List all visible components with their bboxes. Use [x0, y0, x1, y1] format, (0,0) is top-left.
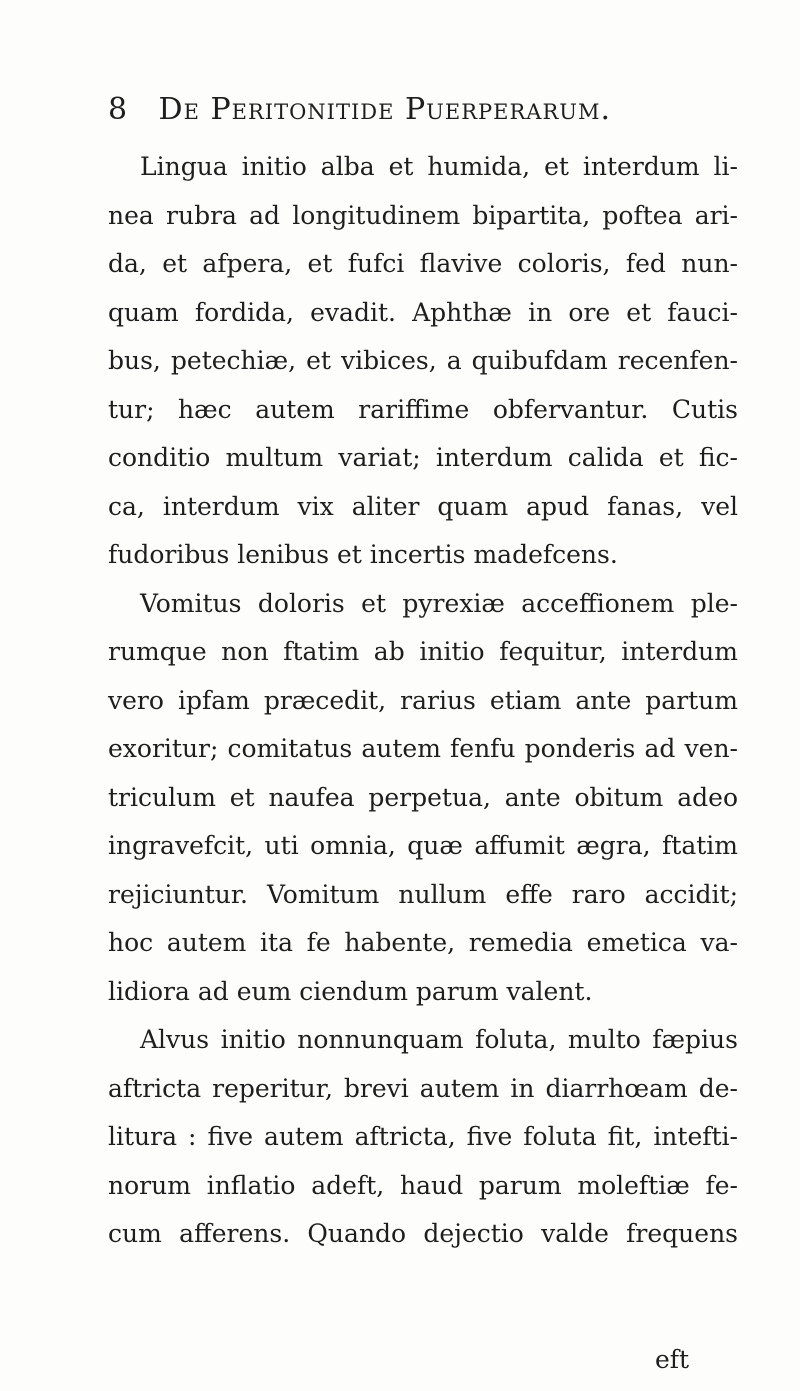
- running-header: [108, 92, 740, 142]
- text-line: rejiciuntur. Vomitum nullum effe raro accidit;: [108, 879, 738, 909]
- text-line: hoc autem ita fe habente, remedia emetica va-: [108, 928, 738, 957]
- text-line: bus, petechiæ, et vibices, a quibufdam recenfen-: [108, 346, 738, 375]
- text-line: triculum et naufea perpetua, ante obitum adeo: [108, 782, 738, 812]
- page-number: 8: [108, 92, 129, 127]
- text-line: Alvus initio nonnunquam foluta, multo fæpius: [140, 1025, 738, 1054]
- running-title: De Peritonitide Puerperarum.: [158, 92, 611, 127]
- text-line: exoritur; comitatus autem fenfu ponderis ad ven-: [108, 734, 738, 763]
- text-line: ingravefcit, uti omnia, quæ affumit ægra, ftatim: [108, 831, 738, 860]
- text-line: Lingua initio alba et humida, et interdum li-: [140, 152, 738, 181]
- text-line: litura : five autem aftricta, five foluta fit, intefti-: [108, 1122, 738, 1151]
- text-line: aftricta reperitur, brevi autem in diarrhœam de-: [108, 1073, 738, 1103]
- text-line: ca, interdum vix aliter quam apud fanas, vel: [108, 491, 738, 521]
- body-text: [108, 143, 738, 1259]
- text-line: da, et afpera, et fufci flavive coloris, fed nun-: [108, 249, 738, 278]
- text-line: conditio multum variat; interdum calida et fic-: [108, 443, 738, 472]
- text-line: cum afferens. Quando dejectio valde frequens: [108, 1219, 738, 1248]
- text-line: norum inflatio adeft, haud parum moleftiæ fe-: [108, 1170, 738, 1200]
- text-line: Vomitus doloris et pyrexiæ acceffionem ple-: [140, 588, 738, 618]
- text-line: vero ipfam præcedit, rarius etiam ante partum: [108, 685, 738, 715]
- text-line: fudoribus lenibus et incertis madefcens.: [108, 540, 618, 569]
- text-line: rumque non ftatim ab initio fequitur, interdum: [108, 637, 738, 666]
- catchword: eft: [655, 1345, 690, 1374]
- text-line: lidiora ad eum ciendum parum valent.: [108, 976, 593, 1006]
- text-line: tur; hæc autem rariffime obfervantur. Cutis: [108, 394, 738, 424]
- text-line: quam fordida, evadit. Aphthæ in ore et fauci-: [108, 297, 738, 327]
- text-line: nea rubra ad longitudinem bipartita, poftea ari-: [108, 200, 738, 230]
